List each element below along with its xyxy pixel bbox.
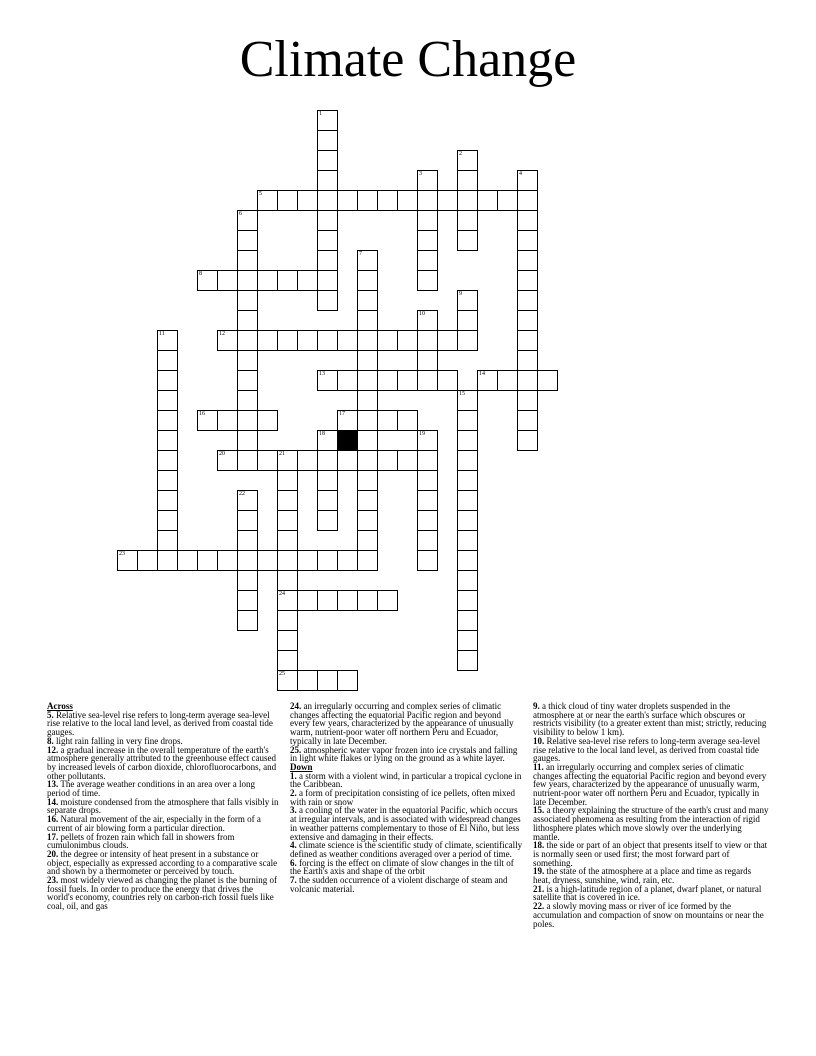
grid-cell: [177, 550, 198, 571]
clue-number: 16 .: [47, 814, 58, 824]
grid-cell: [377, 590, 398, 611]
grid-cell: [237, 210, 258, 231]
grid-cell: [417, 450, 438, 471]
down-clue: [533, 806, 769, 841]
grid-cell: [337, 370, 358, 391]
grid-cell: [277, 490, 298, 511]
grid-cell: [517, 370, 538, 391]
grid-cell: [477, 190, 498, 211]
grid-cell: [317, 190, 338, 211]
grid-cell: [277, 450, 298, 471]
cell-number: 9: [459, 291, 462, 297]
grid-cell: [257, 330, 278, 351]
grid-cell: [197, 550, 218, 571]
grid-cell: [317, 150, 338, 171]
grid-cell: [417, 430, 438, 451]
grid-cell: [157, 330, 178, 351]
grid-cell: [357, 450, 378, 471]
grid-cell: [517, 170, 538, 191]
grid-cell: [277, 470, 298, 491]
clue-text: climate science is the scientific study of climate, scientifically defined as weather conditions averaged over a period of time.: [290, 840, 523, 859]
cell-number: 25: [279, 671, 285, 677]
grid-cell: [297, 590, 318, 611]
clue-number: 5 .: [47, 710, 54, 720]
clue-text: is a high-latitude region of a planet, dwarf planet, or natural satellite that is covered in ice.: [533, 883, 762, 903]
clue-number: 24 .: [290, 701, 301, 711]
clue-text: a storm with a violent wind, in particular a tropical cyclone in the Caribbean.: [290, 770, 522, 790]
grid-cell: [317, 510, 338, 531]
grid-cell: [437, 190, 458, 211]
grid-cell: [117, 550, 138, 571]
grid-cell: [457, 150, 478, 171]
clue-text: a gradual increase in the overall temperature of the earth's atmosphere generally attributed to the greenhouse effect caused by increased levels of carbon dioxide, chlorofluorocarbons, and other pollutants.: [47, 744, 277, 781]
grid-cell: [257, 410, 278, 431]
grid-cell: [517, 230, 538, 251]
grid-cell: [417, 350, 438, 371]
grid-cell: [397, 370, 418, 391]
cell-number: 13: [319, 371, 325, 377]
clue-text: a thick cloud of tiny water droplets suspended in the atmosphere at or near the earth's surface which obscures or restricts visibility (to a greater extent than mist; strictly, reducing visibility to below 1 km).: [533, 701, 767, 738]
clue-text: an irregularly occurring and complex series of climatic changes affecting the equatorial Pacific region and beyond every few years, characterized by the appearance of unusually warm, nutrient-poor water off northern Peru and Ecuador, typically in late December.: [290, 701, 514, 746]
grid-cell: [297, 670, 318, 691]
grid-cell: [397, 330, 418, 351]
down-clue: [533, 867, 769, 884]
grid-cell: [317, 450, 338, 471]
clue-number: 10 .: [533, 736, 544, 746]
grid-cell: [157, 390, 178, 411]
clue-column-2: [290, 702, 523, 893]
grid-cell: [157, 370, 178, 391]
grid-cell: [517, 290, 538, 311]
grid-cell: [417, 510, 438, 531]
across-heading: Across: [47, 701, 73, 711]
grid-cell: [157, 350, 178, 371]
grid-cell: [357, 490, 378, 511]
clue-text: a slowly moving mass or river of ice formed by the accumulation and compaction of snow on mountains or near the poles.: [533, 901, 764, 929]
grid-cell: [237, 410, 258, 431]
grid-cell: [457, 190, 478, 211]
clue-text: the state of the atmosphere at a place and time as regards heat, dryness, sunshine, wind, rain, etc.: [533, 866, 752, 886]
clue-text: light rain falling in very fine drops.: [56, 735, 183, 746]
clue-text: Natural movement of the air, especially in the form of a current of air blowing form a particular direction.: [47, 814, 261, 833]
clue-number: 4 .: [290, 840, 297, 850]
grid-cell: [317, 250, 338, 271]
cell-number: 19: [419, 431, 425, 437]
clue-number: 25 .: [290, 745, 301, 755]
grid-cell: [477, 370, 498, 391]
grid-cell: [517, 330, 538, 351]
clue-number: 13 .: [47, 779, 58, 789]
grid-cell: [237, 510, 258, 531]
grid-cell: [357, 590, 378, 611]
clue-number: 20 .: [47, 849, 58, 859]
grid-cell: [397, 450, 418, 471]
grid-cell: [377, 330, 398, 351]
grid-cell: [357, 390, 378, 411]
clue-number: 15 .: [533, 805, 544, 815]
cell-number: 17: [339, 411, 345, 417]
grid-cell: [277, 510, 298, 531]
clue-text: forcing is the effect on climate of slow changes in the tilt of the Earth's axis and shape of the orbit: [290, 857, 514, 877]
grid-cell: [317, 550, 338, 571]
across-clue: [290, 746, 523, 763]
grid-cell: [317, 590, 338, 611]
clue-number: 14 .: [47, 797, 58, 807]
grid-cell: [277, 570, 298, 591]
grid-cell: [237, 310, 258, 331]
grid-cell: [277, 590, 298, 611]
grid-cell: [457, 630, 478, 651]
cell-number: 8: [199, 271, 202, 277]
cell-number: 4: [519, 171, 522, 177]
grid-cell: [257, 450, 278, 471]
grid-cell: [357, 510, 378, 531]
grid-cell: [457, 470, 478, 491]
grid-cell: [157, 530, 178, 551]
down-clue: [290, 841, 523, 858]
grid-cell: [317, 470, 338, 491]
grid-cell: [237, 270, 258, 291]
grid-cell: [417, 270, 438, 291]
grid-cell: [457, 230, 478, 251]
grid-cell: [257, 190, 278, 211]
grid-cell: [397, 410, 418, 431]
grid-cell: [517, 390, 538, 411]
grid-cell: [357, 470, 378, 491]
grid-cell: [517, 210, 538, 231]
grid-cell: [357, 430, 378, 451]
grid-cell: [157, 470, 178, 491]
clue-text: most widely viewed as changing the planet is the burning of fossil fuels. In order to produce the energy that drives the world's economy, countries rely on carbon-rich fossil fuels like coal, oil, and gas: [47, 875, 277, 912]
cell-number: 20: [219, 451, 225, 457]
grid-cell: [317, 170, 338, 191]
grid-cell: [217, 330, 238, 351]
grid-cell: [457, 650, 478, 671]
grid-cell: [457, 530, 478, 551]
page-title: Climate Change: [239, 31, 577, 88]
grid-cell: [457, 410, 478, 431]
grid-cell: [337, 590, 358, 611]
clue-number: 3 .: [290, 805, 297, 815]
grid-cell: [277, 550, 298, 571]
down-clue: [533, 763, 769, 807]
grid-cell: [337, 410, 358, 431]
clue-number: 22 .: [533, 901, 544, 911]
grid-cell: [237, 390, 258, 411]
down-heading: Down: [290, 761, 313, 772]
down-clue: [290, 859, 523, 876]
grid-cell: [417, 550, 438, 571]
down-clue: [290, 876, 523, 893]
clue-column-3: [533, 702, 769, 928]
grid-cell: [457, 510, 478, 531]
grid-cell: [137, 550, 158, 571]
grid-cell: [277, 670, 298, 691]
grid-cell: [277, 650, 298, 671]
clue-text: a form of precipitation consisting of ice pellets, often mixed with rain or snow: [290, 788, 515, 807]
grid-cell: [317, 270, 338, 291]
grid-cell: [517, 410, 538, 431]
grid-cell: [317, 670, 338, 691]
grid-cell: [357, 330, 378, 351]
grid-cell: [337, 330, 358, 351]
grid-cell: [517, 270, 538, 291]
cell-number: 11: [159, 331, 165, 337]
grid-cell: [317, 330, 338, 351]
grid-cell: [237, 250, 258, 271]
grid-cell: [457, 610, 478, 631]
down-clue: [533, 737, 769, 763]
clue-number: 19 .: [533, 866, 544, 876]
grid-cell: [297, 270, 318, 291]
clue-number: 17 .: [47, 832, 58, 842]
cell-number: 1: [319, 111, 322, 117]
grid-cell: [357, 350, 378, 371]
grid-cell: [237, 450, 258, 471]
grid-cell: [277, 190, 298, 211]
grid-cell: [237, 610, 258, 631]
grid-cell: [157, 430, 178, 451]
clue-number: 2 .: [290, 788, 297, 798]
cell-number: 18: [319, 431, 325, 437]
down-clue: [533, 902, 769, 928]
clue-number: 8 .: [47, 736, 54, 746]
grid-cell: [457, 570, 478, 591]
grid-cell: [377, 190, 398, 211]
grid-cell: [237, 290, 258, 311]
cell-number: 14: [479, 371, 485, 377]
grid-cell: [417, 250, 438, 271]
grid-cell: [457, 450, 478, 471]
cell-number: 2: [459, 151, 462, 157]
down-clue: [533, 841, 769, 867]
clue-text: the side or part of an object that presents itself to view or that is normally seen or used first; the most forward part of something.: [533, 840, 768, 868]
grid-cell: [357, 250, 378, 271]
clue-text: pellets of frozen rain which fall in showers from cumulonimbus clouds.: [47, 831, 235, 851]
grid-cell: [257, 550, 278, 571]
grid-cell: [197, 270, 218, 291]
across-clue: [47, 780, 279, 797]
grid-cell: [317, 130, 338, 151]
grid-cell: [417, 490, 438, 511]
across-clue: [47, 850, 279, 876]
clue-text: Relative sea-level rise refers to long-term average sea-level rise relative to the local land level, as derived from coastal tide gauges.: [533, 735, 761, 764]
clue-text: the degree or intensity of heat present in a substance or object, especially as expressed according to a comparative scale and shown by a thermometer or perceived by touch.: [47, 848, 278, 877]
cell-number: 23: [119, 551, 125, 557]
grid-cell: [417, 530, 438, 551]
grid-cell: [397, 190, 418, 211]
clue-column-1: [47, 702, 279, 911]
grid-cell: [457, 430, 478, 451]
grid-cell: [317, 290, 338, 311]
cell-number: 3: [419, 171, 422, 177]
clue-number: 9 .: [533, 701, 540, 711]
grid-cell: [157, 510, 178, 531]
grid-cell: [497, 190, 518, 211]
clue-text: a theory explaining the structure of the earth's crust and many associated phenomena as resulting from the interaction of rigid lithosphere plates which move slowly over the underlying mantle.: [533, 805, 769, 842]
clue-number: 7 .: [290, 875, 297, 885]
grid-cell: [217, 410, 238, 431]
grid-cell: [537, 370, 558, 391]
down-clue: [290, 772, 523, 789]
clue-number: 18 .: [533, 840, 544, 850]
grid-cell: [457, 330, 478, 351]
grid-cell: [357, 310, 378, 331]
clue-text: atmospheric water vapor frozen into ice crystals and falling in light white flakes or lying on the ground as a white layer.: [290, 744, 518, 764]
grid-cell: [457, 290, 478, 311]
grid-cell: [417, 190, 438, 211]
grid-cell: [337, 670, 358, 691]
down-clue: [290, 789, 523, 806]
grid-cell: [237, 230, 258, 251]
grid-cell: [357, 290, 378, 311]
grid-cell: [197, 410, 218, 431]
cell-number: 24: [279, 591, 285, 597]
grid-cell: [237, 430, 258, 451]
grid-cell: [297, 190, 318, 211]
cell-number: 12: [219, 331, 225, 337]
grid-cell: [417, 470, 438, 491]
grid-cell: [497, 370, 518, 391]
grid-cell: [217, 270, 238, 291]
grid-cell: [317, 490, 338, 511]
grid-cell: [337, 190, 358, 211]
clue-text: The average weather conditions in an area over a long period of time.: [47, 779, 256, 799]
grid-cell: [297, 330, 318, 351]
grid-cell: [357, 370, 378, 391]
cell-number: 22: [239, 491, 245, 497]
grid-cell: [237, 350, 258, 371]
grid-cell: [257, 270, 278, 291]
grid-cell: [237, 490, 258, 511]
grid-cell: [277, 330, 298, 351]
grid-cell: [377, 410, 398, 431]
clue-text: Relative sea-level rise refers to long-term average sea-level rise relative to the local land level, as derived from coastal tide gauges.: [47, 709, 273, 738]
grid-cell: [237, 550, 258, 571]
grid-cell: [517, 310, 538, 331]
grid-cell: [237, 530, 258, 551]
grid-cell: [357, 550, 378, 571]
grid-cell: [277, 270, 298, 291]
grid-cell: [237, 370, 258, 391]
grid-cell: [277, 530, 298, 551]
grid-cell: [357, 410, 378, 431]
grid-cell: [457, 310, 478, 331]
grid-cell: [337, 550, 358, 571]
grid-cell: [457, 590, 478, 611]
cell-number: 7: [359, 251, 362, 257]
cell-number: 15: [459, 391, 465, 397]
grid-cell: [277, 630, 298, 651]
grid-cell: [357, 270, 378, 291]
cell-number: 21: [279, 451, 285, 457]
grid-cell: [277, 610, 298, 631]
grid-cell: [377, 450, 398, 471]
across-clue: [47, 746, 279, 781]
clue-number: 21 .: [533, 884, 544, 894]
grid-cell: [457, 210, 478, 231]
across-clue: [290, 702, 523, 746]
grid-cell: [437, 370, 458, 391]
grid-cell: [517, 190, 538, 211]
grid-cell: [437, 330, 458, 351]
grid-cell: [457, 170, 478, 191]
clue-number: 12 .: [47, 745, 58, 755]
grid-cell: [517, 430, 538, 451]
grid-cell: [417, 330, 438, 351]
clue-text: a cooling of the water in the equatorial Pacific, which occurs at irregular intervals, and is associated with widespread changes in weather patterns complementary to those of El Niño, but less extensive and damaging in their effects.: [290, 805, 521, 842]
grid-cell: [157, 490, 178, 511]
grid-cell: [317, 430, 338, 451]
grid-cell: [457, 490, 478, 511]
grid-cell: [297, 450, 318, 471]
grid-cell: [317, 210, 338, 231]
grid-cell: [157, 410, 178, 431]
clue-number: 6 .: [290, 858, 297, 868]
grid-cell: [237, 570, 258, 591]
grid-cell: [217, 550, 238, 571]
clue-text: the sudden occurrence of a violent discharge of steam and volcanic material.: [290, 875, 508, 894]
grid-cell: [357, 530, 378, 551]
crossword-grid: [117, 110, 558, 691]
grid-cell: [317, 370, 338, 391]
across-clue: [47, 798, 279, 815]
grid-cell: [517, 350, 538, 371]
grid-cell: [237, 330, 258, 351]
grid-cell: [337, 450, 358, 471]
grid-cell: [417, 310, 438, 331]
grid-cell: [317, 110, 338, 131]
black-cell: [337, 430, 358, 451]
grid-cell: [417, 230, 438, 251]
grid-cell: [357, 190, 378, 211]
clue-number: 11 .: [533, 762, 544, 772]
grid-cell: [417, 170, 438, 191]
grid-cell: [377, 370, 398, 391]
down-clue: [533, 885, 769, 902]
grid-cell: [457, 390, 478, 411]
down-clue: [533, 702, 769, 737]
clue-text: moisture condensed from the atmosphere that falls visibly in separate drops.: [47, 796, 279, 816]
grid-cell: [297, 550, 318, 571]
cell-number: 6: [239, 211, 242, 217]
grid-cell: [157, 450, 178, 471]
grid-cell: [237, 590, 258, 611]
cell-number: 5: [259, 191, 262, 197]
grid-cell: [517, 250, 538, 271]
down-clue: [290, 806, 523, 841]
grid-cell: [157, 550, 178, 571]
grid-cell: [417, 370, 438, 391]
across-clue: [47, 815, 279, 832]
grid-cell: [217, 450, 238, 471]
across-clue: [47, 711, 279, 737]
across-clue: [47, 876, 279, 911]
cell-number: 16: [199, 411, 205, 417]
grid-cell: [417, 210, 438, 231]
grid-cell: [317, 230, 338, 251]
clue-number: 23 .: [47, 875, 58, 885]
grid-cell: [457, 550, 478, 571]
clue-number: 1 .: [290, 771, 297, 781]
cell-number: 10: [419, 311, 425, 317]
across-clue: [47, 833, 279, 850]
clue-text: an irregularly occurring and complex series of climatic changes affecting the equatorial Pacific region and beyond every few years, characterized by the appearance of unusually warm, nutrient-poor water off northern Peru and Ecuador, typically in late December.: [533, 761, 767, 807]
